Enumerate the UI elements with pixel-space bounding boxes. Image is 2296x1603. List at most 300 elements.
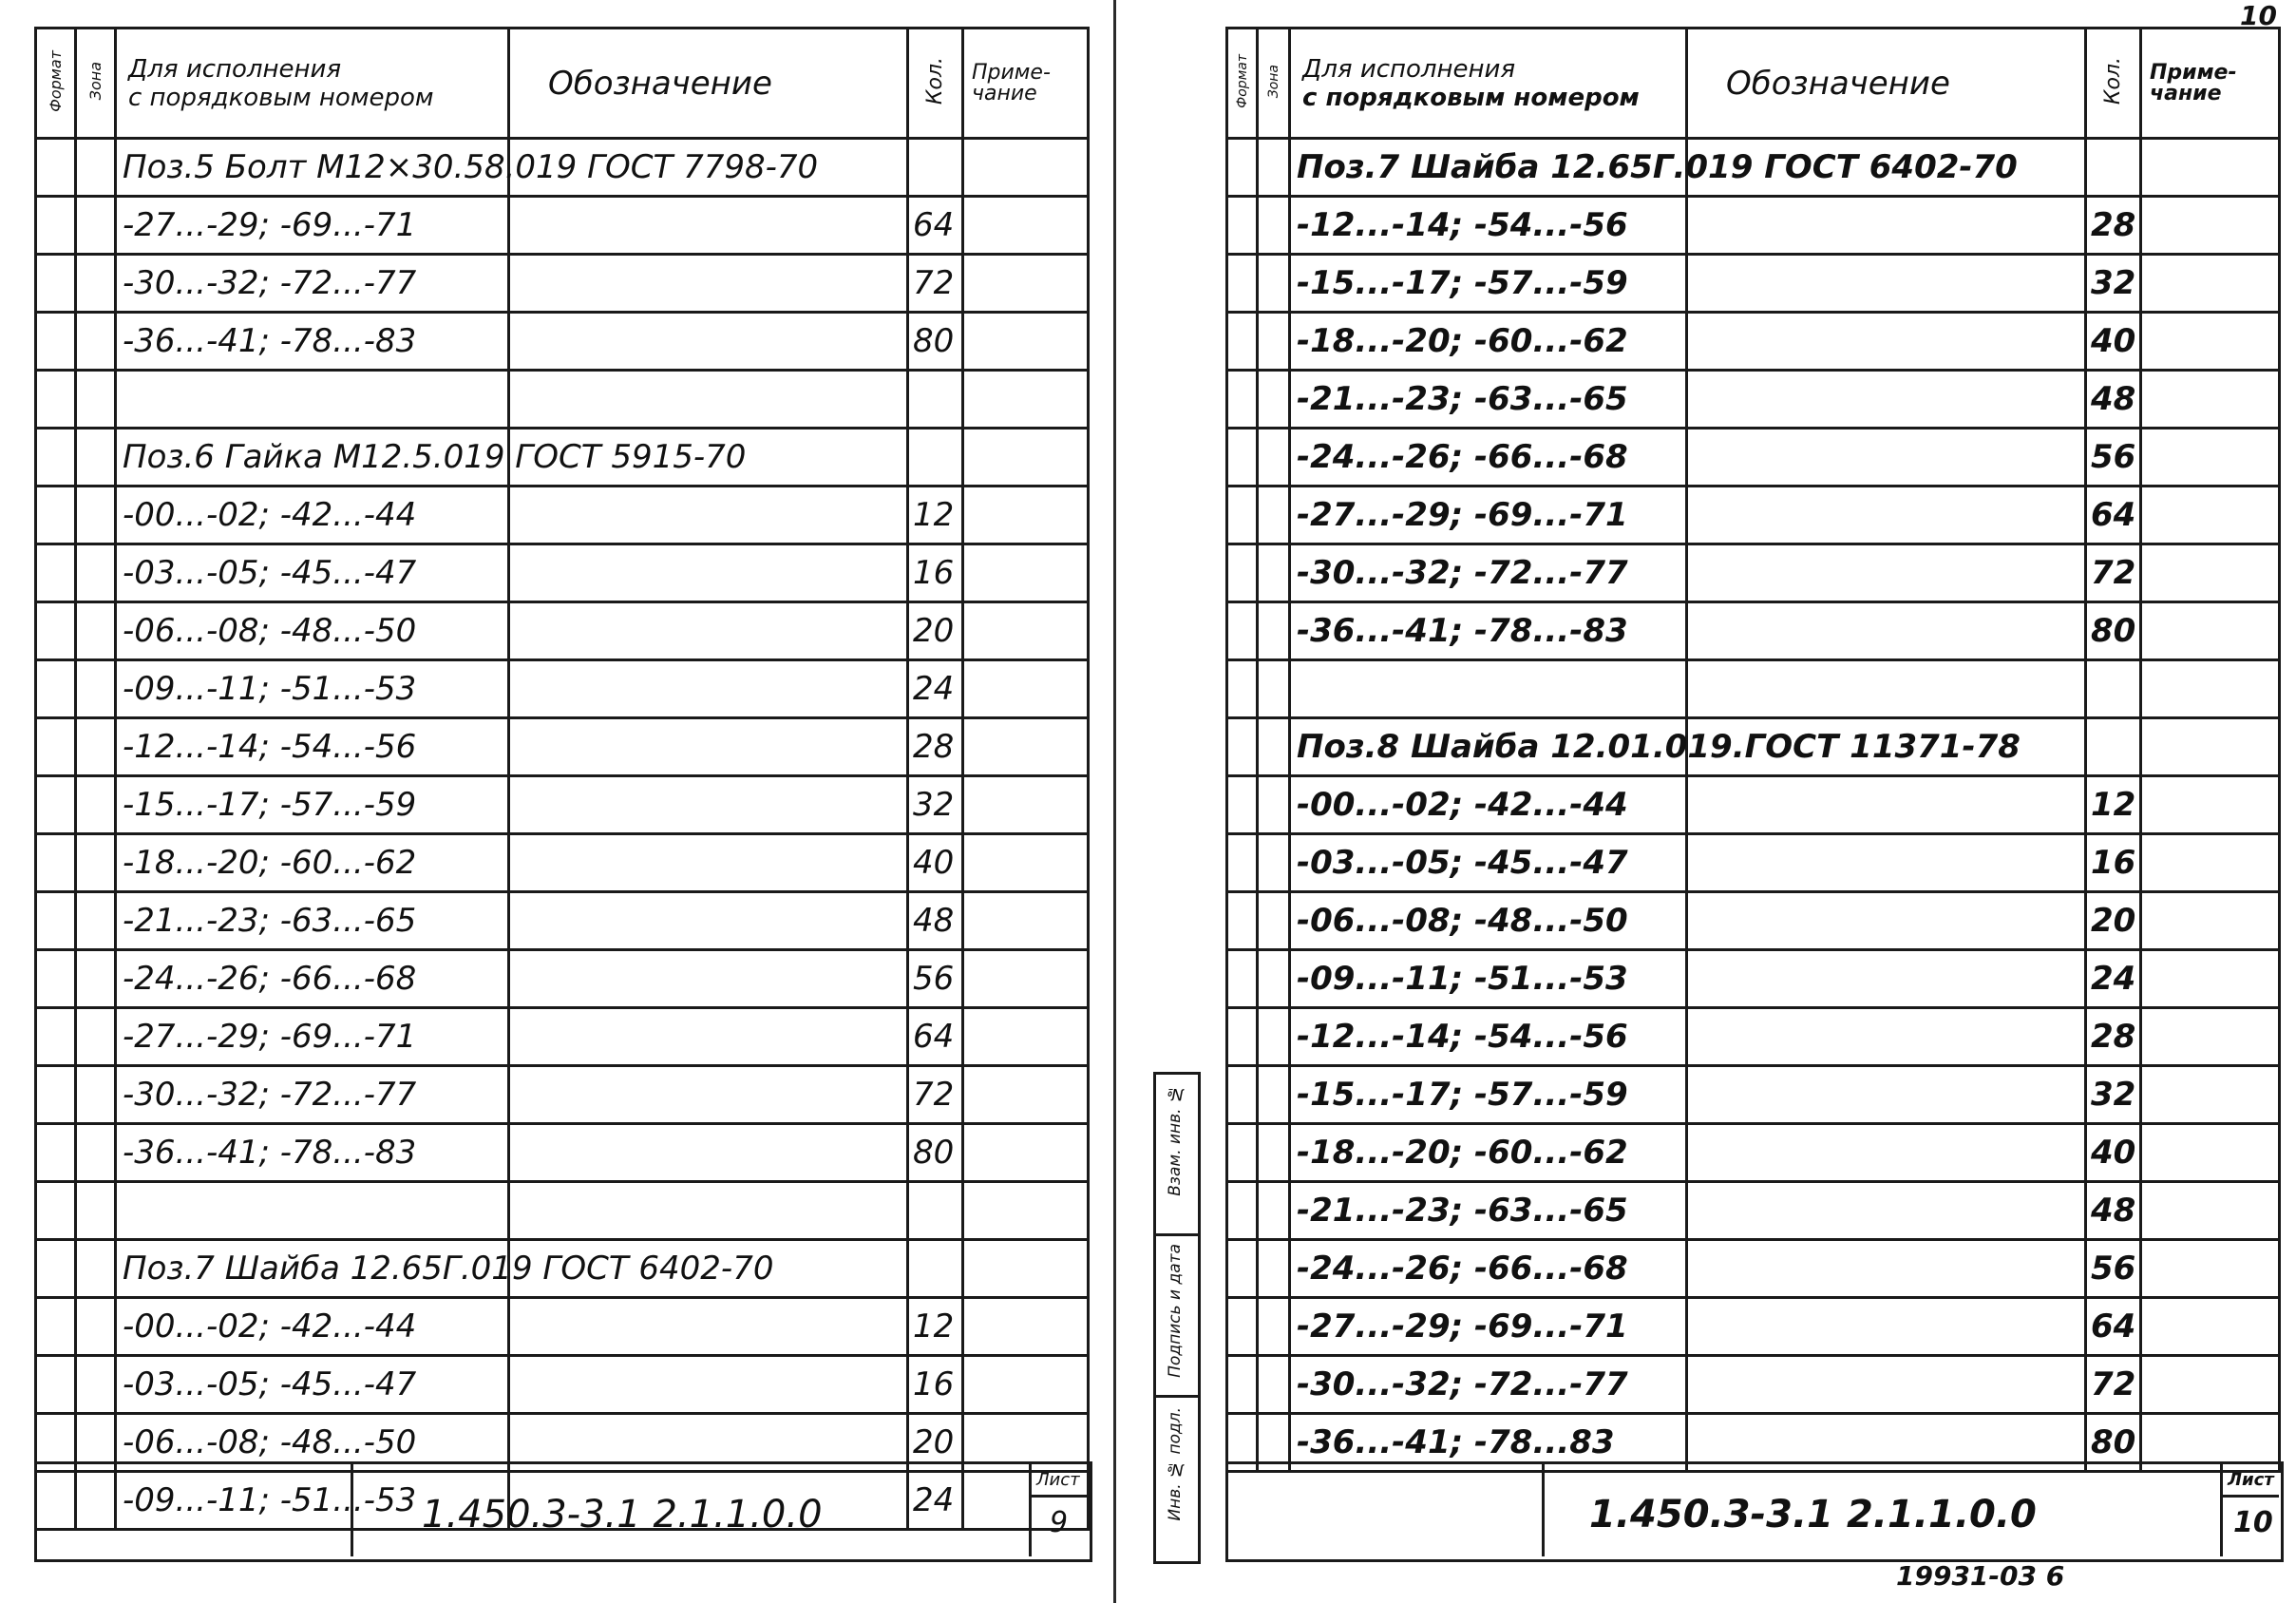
zone-cell (76, 1356, 116, 1414)
designation-cell (1687, 255, 2086, 313)
qty-cell: 16 (908, 1356, 963, 1414)
designation-cell (1687, 371, 2086, 429)
table-row (36, 892, 1089, 950)
position-title: Поз.6 Гайка М12.5.019 ГОСТ 5915-70 (116, 429, 509, 487)
zone-cell (1258, 834, 1290, 892)
range-cell: -18...-20; -60...-62 (1290, 1124, 1687, 1182)
note-cell (963, 371, 1089, 429)
col-qty-header: Кол. (2086, 29, 2141, 139)
format-cell (1227, 1124, 1258, 1182)
qty-cell: 48 (908, 892, 963, 950)
note-cell (2141, 1008, 2280, 1066)
zone-cell (76, 313, 116, 371)
zone-cell (76, 544, 116, 602)
table-row (1227, 544, 2280, 602)
note-cell (963, 718, 1089, 776)
qty-cell (908, 429, 963, 487)
qty-cell: 20 (908, 1414, 963, 1472)
zone-cell (76, 602, 116, 660)
range-cell: -09...-11; -51...-53 (1290, 950, 1687, 1008)
format-cell (36, 1240, 76, 1298)
format-cell (36, 834, 76, 892)
designation-cell (509, 1298, 908, 1356)
note-cell (2141, 544, 2280, 602)
side-signature-strip: Взам. инв. № Подпись и дата Инв. № подл. (1153, 1072, 1201, 1564)
qty-cell (908, 371, 963, 429)
qty-cell (2086, 718, 2141, 776)
qty-cell: 28 (908, 718, 963, 776)
zone-cell (1258, 1182, 1290, 1240)
zone-cell (1258, 602, 1290, 660)
col-qty-header: Кол. (908, 29, 963, 139)
page-corner-number: 10 (2240, 0, 2277, 31)
designation-cell (509, 371, 908, 429)
col-for-execution-header: Для исполнения с порядковым номером (116, 29, 509, 139)
qty-cell: 72 (908, 255, 963, 313)
format-cell (1227, 1008, 1258, 1066)
designation-cell (1687, 950, 2086, 1008)
table-row (36, 1124, 1089, 1182)
zone-cell (1258, 1066, 1290, 1124)
designation-cell (1687, 602, 2086, 660)
qty-cell: 72 (908, 1066, 963, 1124)
table-row (1227, 1008, 2280, 1066)
zone-cell (1258, 1008, 1290, 1066)
note-cell (963, 776, 1089, 834)
zone-cell (76, 834, 116, 892)
format-cell (36, 371, 76, 429)
range-cell: -06...-08; -48...-50 (1290, 892, 1687, 950)
format-cell (1227, 950, 1258, 1008)
qty-cell (2086, 139, 2141, 197)
designation-cell (509, 255, 908, 313)
qty-cell: 80 (2086, 602, 2141, 660)
col-designation-header: Обозначение (1687, 29, 2086, 139)
range-cell: -15...-17; -57...-59 (1290, 255, 1687, 313)
position-title: Поз.5 Болт М12×30.58.019 ГОСТ 7798-70 (116, 139, 509, 197)
note-cell (963, 1240, 1089, 1298)
range-cell: -27...-29; -69...-71 (116, 197, 509, 255)
range-cell: -06...-08; -48...-50 (116, 602, 509, 660)
range-cell: -27...-29; -69...-71 (116, 1008, 509, 1066)
qty-cell (908, 1182, 963, 1240)
document-code: 1.450.3-3.1 2.1.1.0.0 (422, 1493, 823, 1536)
format-cell (1227, 544, 1258, 602)
qty-cell: 80 (908, 1124, 963, 1182)
qty-cell: 64 (908, 197, 963, 255)
designation-cell (509, 776, 908, 834)
qty-cell: 56 (2086, 1240, 2141, 1298)
zone-cell (1258, 487, 1290, 544)
qty-cell: 32 (2086, 255, 2141, 313)
qty-cell (908, 139, 963, 197)
table-row (36, 197, 1089, 255)
range-cell: -03...-05; -45...-47 (116, 544, 509, 602)
qty-cell: 16 (2086, 834, 2141, 892)
col-zone-header: Зона (1258, 29, 1290, 139)
note-cell (2141, 1298, 2280, 1356)
position-title-row (36, 429, 1089, 487)
range-cell: -30...-32; -72...-77 (116, 1066, 509, 1124)
format-cell (36, 1066, 76, 1124)
table-row (1227, 1124, 2280, 1182)
zone-cell (76, 139, 116, 197)
table-row (1227, 602, 2280, 660)
format-cell (1227, 255, 1258, 313)
zone-cell (1258, 950, 1290, 1008)
note-cell (963, 950, 1089, 1008)
table-row (1227, 660, 2280, 718)
note-cell (963, 139, 1089, 197)
table-row (1227, 776, 2280, 834)
designation-cell (1687, 429, 2086, 487)
note-cell (963, 487, 1089, 544)
zone-cell (1258, 892, 1290, 950)
note-cell (963, 892, 1089, 950)
note-cell (2141, 602, 2280, 660)
designation-cell (1687, 1356, 2086, 1414)
sheet-label: Лист (2228, 1470, 2274, 1490)
designation-cell (1687, 1124, 2086, 1182)
note-cell (963, 197, 1089, 255)
table-row (36, 1066, 1089, 1124)
qty-cell: 40 (2086, 1124, 2141, 1182)
qty-cell: 48 (2086, 1182, 2141, 1240)
format-cell (1227, 371, 1258, 429)
table-row (36, 776, 1089, 834)
zone-cell (76, 1066, 116, 1124)
qty-cell: 72 (2086, 544, 2141, 602)
range-cell: -12...-14; -54...-56 (1290, 197, 1687, 255)
qty-cell: 48 (2086, 371, 2141, 429)
zone-cell (1258, 1124, 1290, 1182)
qty-cell: 72 (2086, 1356, 2141, 1414)
note-cell (2141, 1356, 2280, 1414)
designation-cell (1687, 313, 2086, 371)
zone-cell (76, 1124, 116, 1182)
position-title: Поз.7 Шайба 12.65Г.019 ГОСТ 6402-70 (116, 1240, 509, 1298)
designation-cell (509, 1124, 908, 1182)
zone-cell (1258, 255, 1290, 313)
format-cell (1227, 1240, 1258, 1298)
qty-cell: 20 (2086, 892, 2141, 950)
designation-cell (1687, 1066, 2086, 1124)
qty-cell: 12 (908, 487, 963, 544)
table-row (36, 834, 1089, 892)
qty-cell: 24 (908, 660, 963, 718)
range-cell: -21...-23; -63...-65 (116, 892, 509, 950)
designation-cell (509, 602, 908, 660)
format-cell (1227, 1182, 1258, 1240)
format-cell (36, 544, 76, 602)
col-format-header: Формат (36, 29, 76, 139)
format-cell (36, 660, 76, 718)
note-cell (2141, 1066, 2280, 1124)
range-cell (1290, 660, 1687, 718)
note-cell (2141, 718, 2280, 776)
designation-cell (1687, 660, 2086, 718)
designation-cell (1687, 197, 2086, 255)
col-for-execution-header: Для исполнения с порядковым номером (1290, 29, 1687, 139)
range-cell: -03...-05; -45...-47 (116, 1356, 509, 1414)
zone-cell (1258, 776, 1290, 834)
note-cell (2141, 1182, 2280, 1240)
range-cell: -24...-26; -66...-68 (1290, 429, 1687, 487)
range-cell: -18...-20; -60...-62 (1290, 313, 1687, 371)
qty-cell: 28 (2086, 197, 2141, 255)
table-row (1227, 1240, 2280, 1298)
note-cell (963, 313, 1089, 371)
note-cell (2141, 892, 2280, 950)
table-row (36, 1182, 1089, 1240)
position-title-row (1227, 139, 2280, 197)
zone-cell (76, 371, 116, 429)
note-cell (2141, 776, 2280, 834)
range-cell: -09...-11; -51...-53 (116, 1472, 509, 1530)
right-sheet (1225, 27, 2278, 1556)
sheet-fold-line (1113, 0, 1116, 1603)
qty-cell: 20 (908, 602, 963, 660)
designation-cell (509, 718, 908, 776)
position-title-row (1227, 718, 2280, 776)
range-cell: -27...-29; -69...-71 (1290, 487, 1687, 544)
document-code: 1.450.3-3.1 2.1.1.0.0 (1589, 1493, 2037, 1536)
range-cell: -00...-02; -42...-44 (116, 487, 509, 544)
table-row (36, 255, 1089, 313)
zone-cell (76, 255, 116, 313)
designation-cell (509, 313, 908, 371)
qty-cell: 28 (2086, 1008, 2141, 1066)
qty-cell (2086, 660, 2141, 718)
designation-cell (1687, 892, 2086, 950)
right-spec-table (1225, 27, 2281, 1473)
format-cell (1227, 1066, 1258, 1124)
zone-cell (76, 197, 116, 255)
range-cell: -21...-23; -63...-65 (1290, 371, 1687, 429)
range-cell: -15...-17; -57...-59 (116, 776, 509, 834)
table-row (1227, 313, 2280, 371)
designation-cell (1687, 487, 2086, 544)
table-row (1227, 834, 2280, 892)
left-sheet (34, 27, 1087, 1556)
note-cell (963, 1182, 1089, 1240)
table-row (1227, 255, 2280, 313)
designation-cell (1687, 1008, 2086, 1066)
note-cell (2141, 487, 2280, 544)
format-cell (1227, 313, 1258, 371)
note-cell (2141, 834, 2280, 892)
format-cell (36, 313, 76, 371)
qty-cell: 80 (908, 313, 963, 371)
designation-cell (1687, 834, 2086, 892)
format-cell (36, 718, 76, 776)
designation-cell (1687, 776, 2086, 834)
table-row (1227, 1066, 2280, 1124)
qty-cell: 64 (2086, 1298, 2141, 1356)
position-title-row (36, 1240, 1089, 1298)
format-cell (1227, 834, 1258, 892)
note-cell (963, 1008, 1089, 1066)
note-cell (963, 1356, 1089, 1414)
qty-cell: 12 (908, 1298, 963, 1356)
note-cell (963, 544, 1089, 602)
qty-cell: 12 (2086, 776, 2141, 834)
col-zone-header: Зона (76, 29, 116, 139)
archive-number: 19931-03 6 (1896, 1560, 2065, 1592)
format-cell (1227, 660, 1258, 718)
format-cell (36, 776, 76, 834)
zone-cell (76, 776, 116, 834)
range-cell: -15...-17; -57...-59 (1290, 1066, 1687, 1124)
note-cell (963, 1124, 1089, 1182)
range-cell: -36...-41; -78...-83 (116, 313, 509, 371)
zone-cell (1258, 660, 1290, 718)
designation-cell (509, 892, 908, 950)
note-cell (963, 834, 1089, 892)
format-cell (36, 139, 76, 197)
sheet-label: Лист (1036, 1470, 1080, 1490)
range-cell: -36...-41; -78...83 (1290, 1414, 1687, 1472)
sheet-number: 10 (2233, 1506, 2273, 1539)
range-cell (116, 1182, 509, 1240)
table-row (36, 313, 1089, 371)
range-cell: -36...-41; -78...-83 (1290, 602, 1687, 660)
table-row (1227, 892, 2280, 950)
qty-cell: 32 (2086, 1066, 2141, 1124)
note-cell (2141, 255, 2280, 313)
zone-cell (1258, 1298, 1290, 1356)
qty-cell: 56 (908, 950, 963, 1008)
range-cell: -18...-20; -60...-62 (116, 834, 509, 892)
designation-cell (509, 1182, 908, 1240)
format-cell (36, 1008, 76, 1066)
designation-cell (509, 1066, 908, 1124)
note-cell (2141, 139, 2280, 197)
note-cell (2141, 371, 2280, 429)
zone-cell (1258, 139, 1290, 197)
zone-cell (1258, 429, 1290, 487)
format-cell (1227, 429, 1258, 487)
format-cell (1227, 1356, 1258, 1414)
table-row (36, 602, 1089, 660)
format-cell (36, 1182, 76, 1240)
range-cell (116, 371, 509, 429)
zone-cell (1258, 718, 1290, 776)
zone-cell (76, 1008, 116, 1066)
zone-cell (76, 660, 116, 718)
format-cell (36, 1124, 76, 1182)
qty-cell: 64 (2086, 487, 2141, 544)
zone-cell (76, 1182, 116, 1240)
position-title-row (36, 139, 1089, 197)
table-row (36, 1298, 1089, 1356)
range-cell: -03...-05; -45...-47 (1290, 834, 1687, 892)
note-cell (2141, 197, 2280, 255)
designation-cell (509, 834, 908, 892)
col-designation-header: Обозначение (509, 29, 908, 139)
note-cell (2141, 1240, 2280, 1298)
table-row (36, 487, 1089, 544)
designation-cell (509, 544, 908, 602)
zone-cell (1258, 313, 1290, 371)
zone-cell (76, 1240, 116, 1298)
designation-cell (1687, 1240, 2086, 1298)
table-row (1227, 1356, 2280, 1414)
qty-cell: 80 (2086, 1414, 2141, 1472)
range-cell: -21...-23; -63...-65 (1290, 1182, 1687, 1240)
table-row (36, 544, 1089, 602)
note-cell (2141, 660, 2280, 718)
range-cell: -12...-14; -54...-56 (1290, 1008, 1687, 1066)
note-cell (963, 1298, 1089, 1356)
qty-cell: 64 (908, 1008, 963, 1066)
format-cell (36, 602, 76, 660)
table-row (1227, 487, 2280, 544)
format-cell (1227, 139, 1258, 197)
zone-cell (76, 429, 116, 487)
qty-cell: 24 (2086, 950, 2141, 1008)
right-title-block (1225, 1461, 2284, 1562)
format-cell (1227, 892, 1258, 950)
format-cell (36, 1356, 76, 1414)
designation-cell (509, 950, 908, 1008)
table-row (1227, 429, 2280, 487)
range-cell: -00...-02; -42...-44 (116, 1298, 509, 1356)
range-cell: -30...-32; -72...-77 (1290, 544, 1687, 602)
qty-cell: 56 (2086, 429, 2141, 487)
position-title: Поз.8 Шайба 12.01.019.ГОСТ 11371-78 (1290, 718, 1687, 776)
range-cell: -30...-32; -72...-77 (1290, 1356, 1687, 1414)
note-cell (2141, 950, 2280, 1008)
note-cell (2141, 313, 2280, 371)
designation-cell (1687, 1298, 2086, 1356)
format-cell (1227, 487, 1258, 544)
note-cell (963, 1066, 1089, 1124)
qty-cell: 40 (2086, 313, 2141, 371)
left-spec-table (34, 27, 1090, 1531)
designation-cell (509, 660, 908, 718)
zone-cell (76, 892, 116, 950)
designation-cell (509, 487, 908, 544)
format-cell (36, 429, 76, 487)
col-note-header: Приме- чание (2141, 29, 2280, 139)
zone-cell (76, 487, 116, 544)
designation-cell (509, 1008, 908, 1066)
range-cell: -12...-14; -54...-56 (116, 718, 509, 776)
zone-cell (1258, 1356, 1290, 1414)
range-cell: -09...-11; -51...-53 (116, 660, 509, 718)
note-cell (963, 602, 1089, 660)
zone-cell (1258, 1240, 1290, 1298)
designation-cell (509, 1356, 908, 1414)
zone-cell (1258, 197, 1290, 255)
range-cell: -36...-41; -78...-83 (116, 1124, 509, 1182)
table-row (1227, 197, 2280, 255)
qty-cell: 32 (908, 776, 963, 834)
zone-cell (76, 950, 116, 1008)
designation-cell (1687, 544, 2086, 602)
format-cell (1227, 718, 1258, 776)
format-cell (36, 1298, 76, 1356)
format-cell (36, 255, 76, 313)
sheet-number: 9 (1050, 1506, 1069, 1539)
zone-cell (1258, 371, 1290, 429)
table-row (1227, 950, 2280, 1008)
format-cell (1227, 776, 1258, 834)
format-cell (36, 487, 76, 544)
zone-cell (76, 1298, 116, 1356)
col-format-header: Формат (1227, 29, 1258, 139)
